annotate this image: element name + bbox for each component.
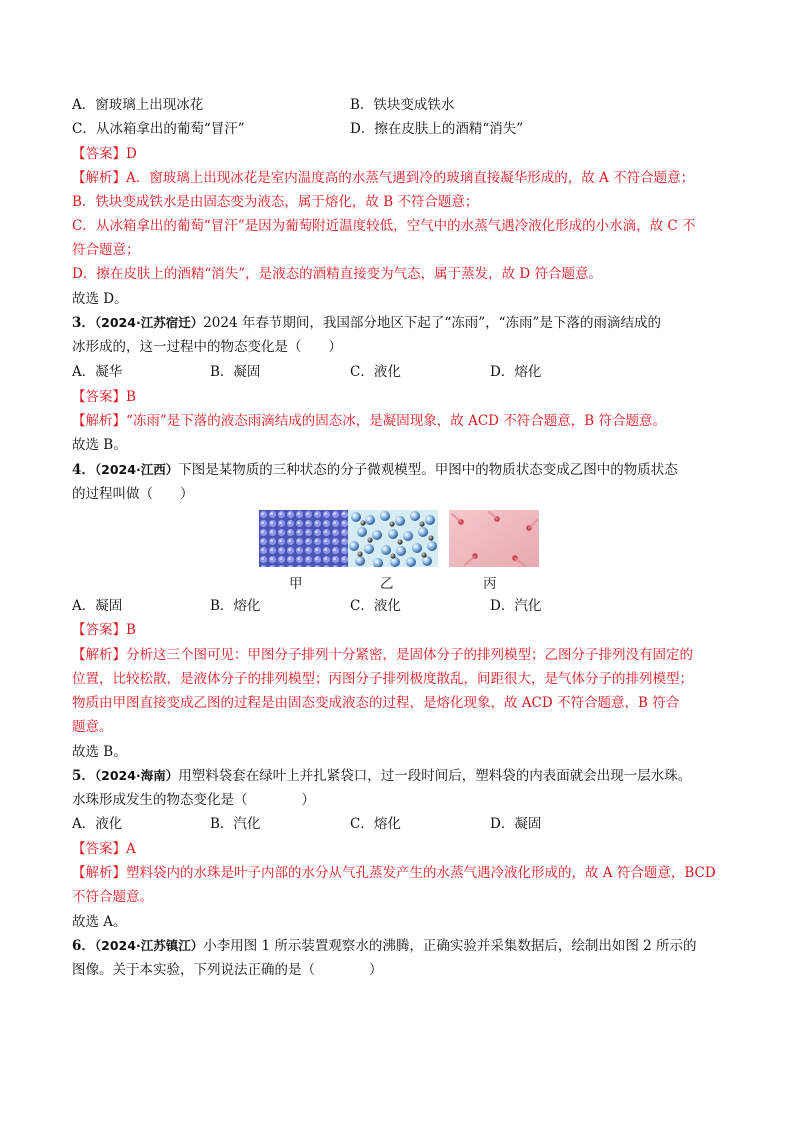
q3-conclusion: 故选 B。 — [72, 437, 127, 453]
q3-analysis: 【解析】“冻雨”是下落的液态雨滴结成的固态冰，是凝固现象，故 ACD 不符合题意，B 符合题意。 — [72, 413, 666, 429]
q4-source: （2024·江西） — [94, 462, 179, 477]
q6-number: 6． — [72, 938, 95, 954]
q3-stem-line2: 冰形成的，这一过程中的物态变化是（ ） — [72, 339, 342, 355]
q4-conclusion: 故选 B。 — [72, 744, 127, 760]
q4-number: 4． — [72, 462, 95, 478]
q2-option-c: C．从冰箱拿出的葡萄“冒汗” — [72, 121, 245, 137]
q5-analysis-line: 不符合题意。 — [72, 889, 153, 905]
q4-option-d: D．汽化 — [490, 598, 542, 614]
solid-molecule-image — [259, 510, 349, 567]
q4-answer: 【答案】B — [72, 622, 136, 638]
gas-caption: 丙 — [483, 576, 497, 592]
q2-analysis-line: B．铁块变成铁水是由固态变为液态，属于熔化，故 B 不符合题意； — [72, 194, 479, 210]
q4-analysis-line: 【解析】分析这三个图可见：甲图分子排列十分紧密，是固体分子的排列模型；乙图分子排列没有固定的 — [72, 647, 693, 663]
q3-stem-text: 2024 年春节期间，我国部分地区下起了“冻雨”，“冻雨”是下落的雨滴结成的 — [203, 315, 661, 331]
q5-source: （2024·海南） — [94, 768, 179, 783]
q4-analysis-line: 物质由甲图直接变成乙图的过程是由固态变成液态的过程，是熔化现象，故 ACD 不符合题意，B 符合 — [72, 695, 680, 711]
q3-option-a: A．凝华 — [72, 364, 123, 380]
q2-analysis-line: D．擦在皮肤上的酒精“消失”，是液态的酒精直接变为气态，属于蒸发，故 D 符合题意。 — [72, 266, 603, 282]
q5-option-a: A．液化 — [72, 816, 123, 832]
q4-stem-line2: 的过程叫做（ ） — [72, 486, 194, 502]
q4-analysis-line: 位置，比较松散，是液体分子的排列模型；丙图分子排列极度散乱，间距很大，是气体分子的排列模型； — [72, 671, 693, 687]
q2-answer: 【答案】D — [72, 146, 137, 162]
q3-answer: 【答案】B — [72, 389, 136, 405]
q3-stem — [72, 314, 661, 332]
liquid-molecule-image — [348, 510, 438, 567]
q6-stem — [72, 937, 697, 955]
q4-option-a: A．凝固 — [72, 598, 123, 614]
q2-option-a: A．窗玻璃上出现冰花 — [72, 97, 204, 113]
q5-answer: 【答案】A — [72, 841, 136, 857]
q5-option-b: B．汽化 — [210, 816, 261, 832]
q6-stem-text: 小李用图 1 所示装置观察水的沸腾，正确实验并采集数据后，绘制出如图 2 所示的 — [203, 938, 697, 954]
q4-stem-text: 下图是某物质的三种状态的分子微观模型。甲图中的物质状态变成乙图中的物质状态 — [178, 462, 678, 478]
solid-caption: 甲 — [289, 576, 303, 592]
q5-analysis-line: 【解析】塑料袋内的水珠是叶子内部的水分从气孔蒸发产生的水蒸气遇冷液化形成的，故 A 符合题意，BCD — [72, 865, 716, 881]
q6-source: （2024·江苏镇江） — [94, 938, 204, 953]
q3-source: （2024·江苏宿迁） — [94, 315, 204, 330]
q5-stem-line2: 水珠形成发生的物态变化是（ ） — [72, 792, 315, 808]
q3-option-b: B．凝固 — [210, 364, 261, 380]
q2-option-d: D．擦在皮肤上的酒精“消失” — [350, 121, 524, 137]
q5-conclusion: 故选 A。 — [72, 914, 127, 930]
q3-option-d: D．熔化 — [490, 364, 542, 380]
q4-option-c: C．液化 — [350, 598, 401, 614]
q4-stem — [72, 461, 678, 479]
q3-number: 3． — [72, 315, 95, 331]
q6-stem-line2: 图像。关于本实验，下列说法正确的是（ ） — [72, 962, 383, 978]
q2-analysis-line: C．从冰箱拿出的葡萄“冒汗”是因为葡萄附近温度较低，空气中的水蒸气遇冷液化形成的小水滴，故 C 不 — [72, 218, 696, 234]
q3-option-c: C．液化 — [350, 364, 401, 380]
q5-number: 5． — [72, 768, 95, 784]
q5-option-c: C．熔化 — [350, 816, 401, 832]
q4-analysis-line: 题意。 — [72, 719, 113, 735]
q5-stem — [72, 767, 691, 785]
q2-option-b: B．铁块变成铁水 — [350, 97, 455, 113]
q4-option-b: B．熔化 — [210, 598, 261, 614]
gas-molecule-image — [449, 510, 539, 567]
q5-stem-text: 用塑料袋套在绿叶上并扎紧袋口，过一段时间后，塑料袋的内表面就会出现一层水珠。 — [178, 768, 692, 784]
q2-analysis-line: 符合题意； — [72, 242, 140, 258]
q5-option-d: D．凝固 — [490, 816, 542, 832]
q2-conclusion: 故选 D。 — [72, 291, 128, 307]
q2-analysis-line: 【解析】A．窗玻璃上出现冰花是室内温度高的水蒸气遇到冷的玻璃直接凝华形成的，故 A 不符合题意； — [72, 170, 695, 186]
liquid-caption: 乙 — [380, 576, 394, 592]
